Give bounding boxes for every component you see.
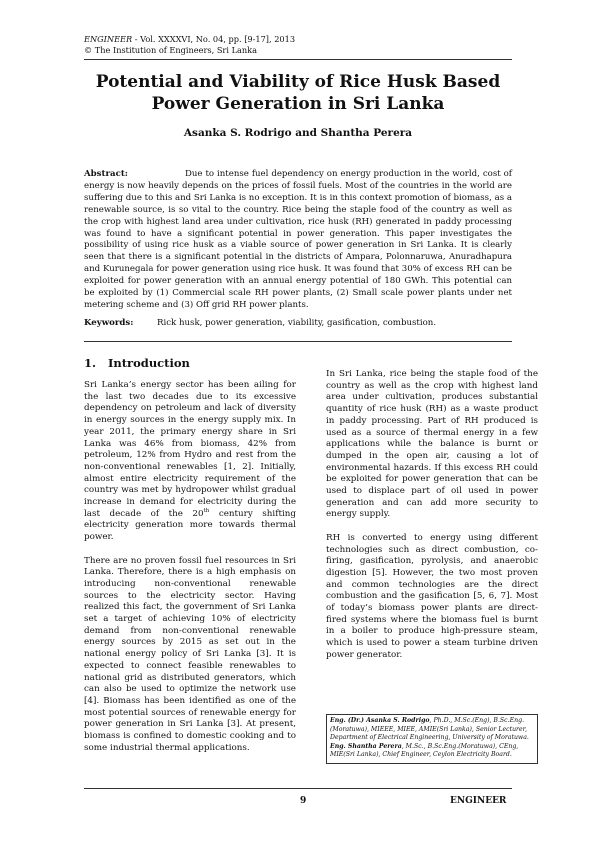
footer-journal-name: ENGINEER (450, 796, 507, 806)
keywords (84, 318, 512, 328)
right-column (326, 369, 538, 673)
author-bio: Eng. (Dr.) Asanka S. Rodrigo, Ph.D., M.Sc.(Eng), B.Sc.Eng.(Moratuwa), MIEEE, MIEE, AMIE(Sri Lanka), Senior Lecturer, Department of Electrical Engineering, University of Moratuwa. (330, 717, 529, 742)
journal-citation: ENGINEER - Vol. XXXXVI, No. 04, pp. [9-17], 2013 (84, 34, 296, 44)
paragraph: RH is converted to energy using different technologies such as direct combustion, co-firing, gasification, pyrolysis, and anaerobic digestion [5]. However, the two most proven and common technologies are the direct combustion and the gasification [5, 6, 7]. Most of today’s biomass power plants are direct-fired systems where the biomass fuel is burnt in a boiler to produce high-pressure steam, which is used to power a steam turbine driven power generator. (326, 532, 538, 660)
author-bio-box (326, 714, 538, 764)
header-rule (84, 59, 512, 60)
footer-rule (84, 788, 512, 789)
paragraph: Sri Lanka’s energy sector has been ailing for the last two decades due to its excessive dependency on petroleum and lack of diversity in energy sources in the energy supply mix. In year 2011, the primary energy share in Sri Lanka was 46% from biomass, 42% from petroleum, 12% from Hydro and rest from the non-conventional renewables [1, 2]. Initially, almost entire electricity requirement of the country was met by hydropower whilst gradual increase in demand for electricity during the last decade of the 20th century shifting electricity generation more towards thermal power. (84, 380, 296, 543)
copyright-line: © The Institution of Engineers, Sri Lanka (84, 45, 258, 55)
author-bio: Eng. Shantha Perera, M.Sc., B.Sc.Eng.(Moratuwa), CEng, MIE(Sri Lanka), Chief Engineer, Ceylon Electricity Board. (330, 742, 519, 759)
page-number: 9 (300, 796, 307, 806)
left-column (84, 380, 296, 766)
abstract (84, 169, 512, 312)
section-number: 1. (84, 356, 97, 370)
paper-authors: Asanka S. Rodrigo and Shantha Perera (183, 127, 413, 139)
paragraph: In Sri Lanka, rice being the staple food of the country as well as the crop with highest land area under cultivation, produces substantial quantity of rice husk (RH) as a waste product in paddy processing. Part of RH produced is used as a source of thermal energy in a few applications while the balance is burnt or dumped in the open air, causing a lot of environmental hazards. If this excess RH could be exploited for power generation that can be used to displace part of oil used in power generation and can add more security to energy supply. (326, 369, 538, 520)
keywords-label: Keywords: (84, 318, 134, 328)
section-divider (84, 341, 512, 342)
keywords-text: Rick husk, power generation, viability, gasification, combustion. (157, 318, 437, 328)
abstract-label: Abstract: (84, 169, 128, 179)
paper-title: Potential and Viability of Rice Husk Based Power Generation in Sri Lanka (95, 72, 501, 114)
abstract-text: Due to intense fuel dependency on energy production in the world, cost of energy is now heavily depends on the prices of fossil fuels. Most of the countries in the world are suffering due to this and Sri Lanka is no exception. It is in this context promotion of biomass, as a renewable source, is so vital to the country. Rice being the staple food of the country as well as the crop with highest land area under cultivation, rice husk (RH) generated in paddy processing was found to have a significant potential in power generation. This paper investigates the possibility of using rice husk as a viable source of power generation in Sri Lanka. It is clearly seen that there is a significant potential in the districts of Ampara, Polonnaruwa, Anuradhapura and Kurunegala for power generation using rice husk. It was found that 30% of excess RH can be exploited for power generation with an annual energy potential of 180 GWh. This potential can be exploited by (1) Commercial scale RH power plants, (2) Small scale power plants under net metering scheme and (3) Off grid RH power plants. (84, 169, 512, 310)
journal-name: ENGINEER (84, 34, 133, 44)
section-title: Introduction (108, 356, 190, 370)
running-header (84, 34, 295, 56)
paragraph: There are no proven fossil fuel resources in Sri Lanka. Therefore, there is a high emphasis on introducing non-conventional renewable sources to the electricity sector. Having realized this fact, the government of Sri Lanka set a target of achieving 10% of electricity demand from non-conventional renewable energy sources by 2015 as set out in the national energy policy of Sri Lanka [3]. It is expected to connect feasible renewables to national grid as distributed generators, which can also be used to optimize the network use [4]. Biomass has been identified as one of the most potential sources of renewable energy for power generation in Sri Lanka [3]. At present, biomass is confined to domestic cooking and to some industrial thermal applications. (84, 555, 296, 753)
section-heading (84, 356, 190, 370)
